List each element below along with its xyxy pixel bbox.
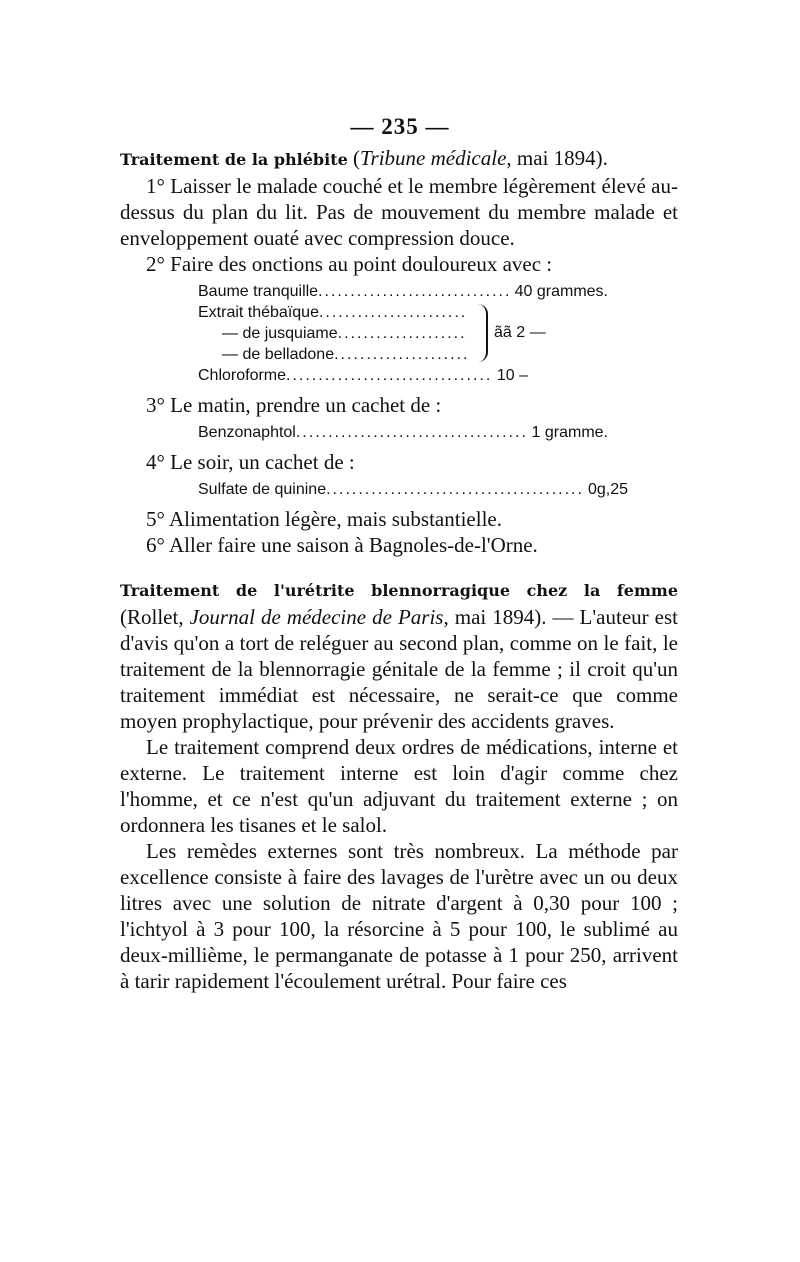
formula-row-belladone — [198, 344, 468, 365]
formula-qty: 10 – — [496, 367, 528, 384]
formula-name: Baume tranquille — [198, 283, 319, 300]
formula-ointment — [198, 281, 608, 386]
item-1: 1° Laisser le malade couché et le membre légèrement élevé au-dessus du plan du lit. Pas de mouvement du membre malade et enveloppement ouaté avec compression douce. — [120, 174, 678, 250]
leader-dots — [338, 323, 468, 344]
formula-cachet-evening — [198, 479, 628, 500]
formula-qty: 1 gramme. — [531, 424, 608, 441]
formula-row-extrait — [198, 302, 468, 323]
section2-para1-text: , mai 1894). — L'auteur est d'avis qu'on a tort de reléguer au second plan, comme on le fait, le traitement de la blennorragie génitale de la femme ; il croit qu'un traitement immédiat est nécessaire, ne serait-ce que comme moyen prophylactique, pour prévenir des accidents graves. — [120, 605, 678, 733]
section1-title: Traitement de la phlébite — [120, 150, 348, 169]
item-6: 6° Aller faire une saison à Bagnoles-de-l'Orne. — [146, 533, 538, 557]
formula-row-baume — [198, 281, 608, 302]
section2-title: Traitement de l'urétrite blennorragique chez la femme — [120, 581, 678, 600]
item-4: 4° Le soir, un cachet de : — [146, 450, 355, 474]
leader-dots — [318, 281, 509, 302]
formula-row — [198, 479, 628, 500]
formula-row-chloroforme — [198, 365, 608, 386]
page-number: — 235 — — [350, 114, 450, 139]
leader-dots — [296, 422, 526, 443]
section2-journal: Journal de médecine de Paris — [189, 605, 444, 629]
section1-close: , mai 1894). — [506, 146, 608, 170]
leader-dots — [286, 365, 491, 386]
formula-qty: 0g,25 — [587, 481, 628, 498]
item-5: 5° Alimentation légère, mais substantielle. — [146, 507, 502, 531]
formula-row-jusquiame — [198, 323, 468, 344]
brace-quantity: ãã 2 — — [494, 324, 546, 341]
formula-row — [198, 422, 608, 443]
formula-name: Sulfate de quinine — [198, 481, 327, 498]
leader-dots — [326, 479, 582, 500]
section1-open: ( — [347, 146, 361, 170]
formula-name: Benzonaphtol — [198, 424, 296, 441]
section1-heading — [120, 145, 678, 173]
section-gap — [120, 558, 678, 576]
section1-source: Tribune médicale — [360, 146, 507, 170]
item-2: 2° Faire des onctions au point douloureux avec : — [146, 252, 553, 276]
section2-paragraph-1 — [120, 576, 678, 734]
formula-name: — de jusquiame — [222, 325, 338, 342]
section2-paragraph-3: Les remèdes externes sont très nombreux. La méthode par excellence consiste à faire des lavages de l'urètre avec un ou deux litres avec une solution de nitrate d'argent à 0,30 pour 100 ; l'ichtyol à 3 pour 100, la résorcine à 5 pour 100, le sublimé au deux-millième, le permanganate de potasse à 1 pour 250, arrivent à tarir rapidement l'écoulement urétral. Pour faire ces — [120, 839, 678, 993]
leader-dots — [319, 302, 468, 323]
section2-author: (Rollet, — [120, 605, 190, 629]
curly-brace — [476, 304, 488, 362]
section2-paragraph-2: Le traitement comprend deux ordres de médications, interne et externe. Le traitement interne est loin d'agir comme chez l'homme, et ce n'est qu'un adjuvant du traitement externe ; on ordonnera les tisanes et le salol. — [120, 735, 678, 837]
formula-cachet-morning — [198, 422, 608, 443]
item-3: 3° Le matin, prendre un cachet de : — [146, 393, 442, 417]
formula-name: — de belladone — [222, 346, 335, 363]
formula-name: Extrait thébaïque — [198, 304, 319, 321]
page-body — [120, 145, 678, 994]
formula-qty: 40 grammes. — [514, 283, 608, 300]
formula-name: Chloroforme — [198, 367, 287, 384]
leader-dots — [334, 344, 468, 365]
formula-brace-group — [198, 302, 608, 365]
